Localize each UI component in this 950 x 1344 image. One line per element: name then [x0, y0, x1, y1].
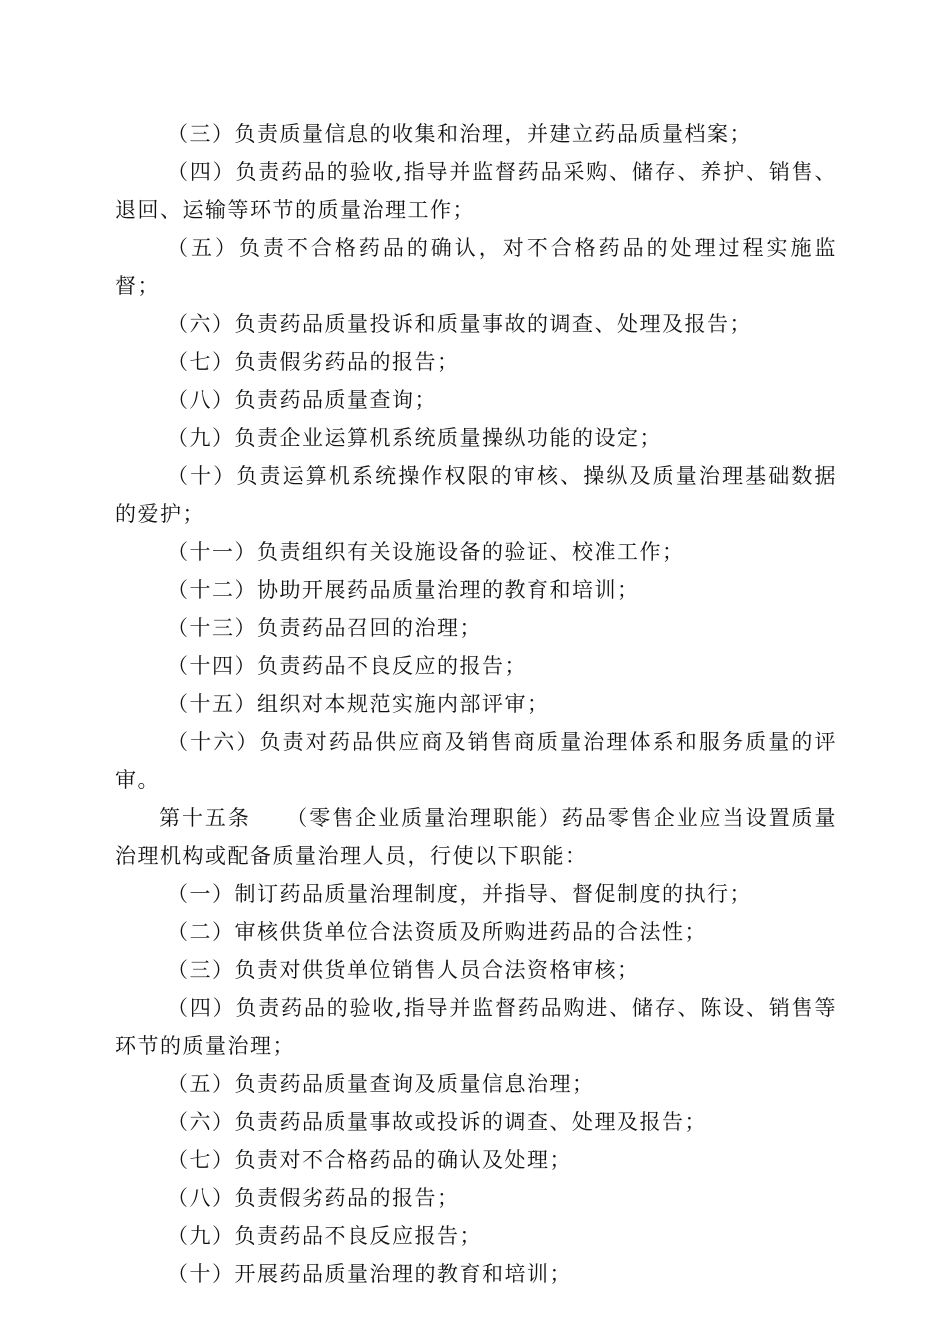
paragraph-19: （四）负责药品的验收,指导并监督药品购进、储存、陈设、销售等环节的质量治理； — [115, 996, 837, 1058]
paragraph-13: （十五）组织对本规范实施内部评审； — [167, 692, 550, 716]
paragraph-24: （九）负责药品不良反应报告； — [167, 1224, 482, 1248]
paragraph-20: （五）负责药品质量查询及质量信息治理； — [167, 1072, 595, 1096]
paragraph-14: （十六）负责对药品供应商及销售商质量治理体系和服务质量的评审。 — [115, 730, 837, 792]
paragraph-18: （三）负责对供货单位销售人员合法资格审核； — [167, 958, 640, 982]
paragraph-16: （一）制订药品质量治理制度，并指导、督促制度的执行； — [167, 882, 752, 906]
paragraph-3: （五）负责不合格药品的确认，对不合格药品的处理过程实施监督； — [115, 236, 837, 298]
paragraph-12: （十四）负责药品不良反应的报告； — [167, 654, 527, 678]
paragraph-25: （十）开展药品质量治理的教育和培训； — [167, 1262, 572, 1286]
paragraph-17: （二）审核供货单位合法资质及所购进药品的合法性； — [167, 920, 707, 944]
paragraph-7: （九）负责企业运算机系统质量操纵功能的设定； — [167, 426, 662, 450]
paragraph-2: （四）负责药品的验收,指导并监督药品采购、储存、养护、销售、退回、运输等环节的质量治理工作； — [115, 160, 837, 222]
paragraph-9: （十一）负责组织有关设施设备的验证、校准工作； — [167, 540, 685, 564]
paragraph-11: （十三）负责药品召回的治理； — [167, 616, 482, 640]
paragraph-8: （十）负责运算机系统操作权限的审核、操纵及质量治理基础数据的爱护； — [115, 464, 837, 526]
paragraph-1: （三）负责质量信息的收集和治理，并建立药品质量档案； — [167, 122, 752, 146]
paragraph-22: （七）负责对不合格药品的确认及处理； — [167, 1148, 572, 1172]
paragraph-21: （六）负责药品质量事故或投诉的调查、处理及报告； — [167, 1110, 707, 1134]
paragraph-10: （十二）协助开展药品质量治理的教育和培训； — [167, 578, 640, 602]
paragraph-5: （七）负责假劣药品的报告； — [167, 350, 460, 374]
paragraph-4: （六）负责药品质量投诉和质量事故的调查、处理及报告； — [167, 312, 752, 336]
article-15-heading: 第十五条 （零售企业质量治理职能）药品零售企业应当设置质量治理机构或配备质量治理人员，行使以下职能： — [115, 806, 837, 868]
document-body — [115, 115, 837, 1293]
paragraph-23: （八）负责假劣药品的报告； — [167, 1186, 460, 1210]
paragraph-6: （八）负责药品质量查询； — [167, 388, 437, 412]
